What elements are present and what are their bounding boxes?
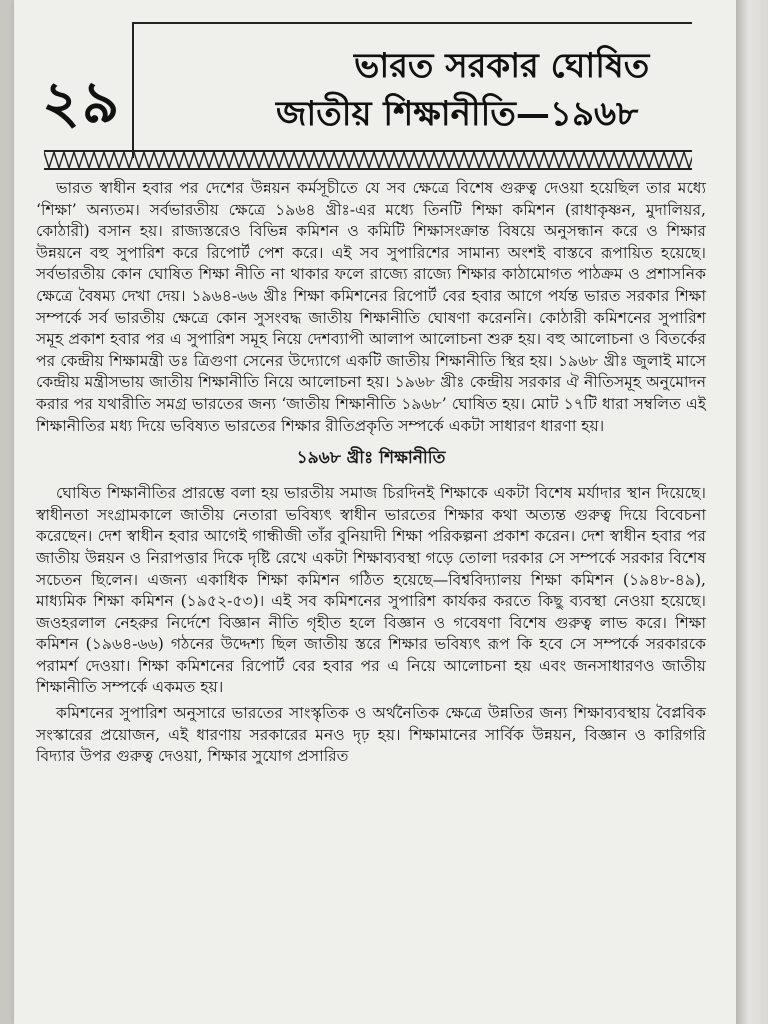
paragraph-commission-recommendations: কমিশনের সুপারিশ অনুসারে ভারতের সাংস্কৃতিক ও অর্থনৈতিক ক্ষেত্রে উন্নতির জন্য শিক্ষাব্যবস্থায় বৈপ্লবিক সংস্কারের প্রয়োজন, এই ধারণায় সরকারের মনও দৃঢ় হয়। শিক্ষামানের সার্বিক উন্নয়ন, বিজ্ঞান ও কারিগরি বিদ্যার উপর গুরুত্ব দেওয়া, শিক্ষার সুযোগ প্রসারিত bbox=[36, 704, 706, 766]
chapter-header bbox=[14, 0, 736, 185]
chapter-number: ২৯ bbox=[42, 68, 122, 136]
paragraph-policy-background: ঘোষিত শিক্ষানীতির প্রারম্ভে বলা হয় ভারতীয় সমাজ চিরদিনই শিক্ষাকে একটা বিশেষ মর্যাদার স্থান দিয়েছে। স্বাধীনতা সংগ্রামকালে জাতীয় নেতারা ভবিষ্যৎ স্বাধীন ভারতের শিক্ষার কথা অত্যন্ত গুরুত্ব দিয়ে বিবেচনা করেছেন। দেশ স্বাধীন হবার আগেই গান্ধীজী তাঁর বুনিয়াদী শিক্ষা পরিকল্পনা প্রকাশ করেন। দেশ স্বাধীন হবার পর জাতীয় উন্নয়ন ও নিরাপত্তার দিকে দৃষ্টি রেখে একটা শিক্ষাব্যবস্থা গড়ে তোলা দরকার সে সম্পর্কে সরকার বিশেষ সচেতন ছিলেন। এজন্য একাধিক শিক্ষা কমিশন গঠিত হয়েছে—বিশ্ববিদ্যালয় শিক্ষা কমিশন (১৯৪৮-৪৯), মাধ্যমিক শিক্ষা কমিশন (১৯৫২-৫৩)। এই সব কমিশনের সুপারিশ কার্যকর করতে কিছু ব্যবস্থা নেওয়া হয়েছে। জওহরলাল নেহরুর নির্দেশে বিজ্ঞান নীতি গৃহীত হলে বিজ্ঞান ও গবেষণা বিশেষ গুরুত্ব লাভ করে। শিক্ষা কমিশন (১৯৬৪-৬৬) গঠনের উদ্দেশ্য ছিল জাতীয় স্তরে শিক্ষার ভবিষ্যৎ রূপ কি হবে সে সম্পর্কে সরকারকে পরামর্শ দেওয়া। শিক্ষা কমিশনের রিপোর্ট বের হবার পর এ নিয়ে আলোচনা হয় এবং জনসাধারণও জাতীয় শিক্ষানীতি সম্পর্কে একমত হয়। bbox=[36, 484, 706, 697]
section-subheading: ১৯৬৮ খ্রীঃ শিক্ষানীতি bbox=[296, 448, 446, 469]
chapter-number-box bbox=[34, 24, 134, 158]
chapter-body bbox=[36, 178, 706, 768]
decorative-border-band bbox=[44, 150, 692, 170]
paragraph-intro: ভারত স্বাধীন হবার পর দেশের উন্নয়ন কর্মসূচীতে যে সব ক্ষেত্রে বিশেষ গুরুত্ব দেওয়া হয়েছিল তার মধ্যে ‘শিক্ষা’ অন্যতম। সর্বভারতীয় ক্ষেত্রে ১৯৬৪ খ্রীঃ-এর মধ্যে তিনটি শিক্ষা কমিশন (রাধাকৃষ্ণন, মুদালিয়র, কোঠারী) বসান হয়। রাজ্যস্তরেও বিভিন্ন কমিশন ও কমিটি শিক্ষাসংক্রান্ত বিষয়ে অনুসন্ধান করে ও শিক্ষার উন্নয়নে বহু সুপারিশ করে রিপোর্ট পেশ করে। এই সব সুপারিশের সামান্য অংশই বাস্তবে রূপায়িত হয়েছে। সর্বভারতীয় কোন ঘোষিত শিক্ষা নীতি না থাকার ফলে রাজ্যে রাজ্যে শিক্ষার কাঠামোগত পাঠক্রম ও প্রশাসনিক ক্ষেত্রে বৈষম্য দেখা দেয়। ১৯৬৪-৬৬ খ্রীঃ শিক্ষা কমিশনের রিপোর্ট বের হবার আগে পর্যন্ত ভারত সরকার শিক্ষা সম্পর্কে সর্ব ভারতীয় ক্ষেত্রে কোন সুসংবদ্ধ জাতীয় শিক্ষানীতি ঘোষণা করেননি। কোঠারী কমিশনের সুপারিশ সমূহ প্রকাশ হবার পর এ সুপারিশ সমূহ নিয়ে দেশব্যাপী আলাপ আলোচনা শুরু হয়। বহু আলোচনা ও বিতর্কের পর কেন্দ্রীয় শিক্ষামন্ত্রী ডঃ ত্রিগুণা সেনের উদ্যোগে একটি জাতীয় শিক্ষানীতি স্থির হয়। ১৯৬৮ খ্রীঃ জুলাই মাসে কেন্দ্রীয় মন্ত্রীসভায় জাতীয় শিক্ষানীতি নিয়ে আলোচনা হয়। ১৯৬৮ খ্রীঃ কেন্দ্রীয় সরকার ঐ নীতিসমূহ অনুমোদন করার পর যথারীতি সমগ্র ভারতের জন্য ‘জাতীয় শিক্ষানীতি ১৯৬৮’ ঘোষিত হয়। মোট ১৭টি ধারা সম্বলিত এই শিক্ষানীতির মধ্য দিয়ে ভবিষ্যত ভারতের শিক্ষার রীতিপ্রকৃতি সম্পর্কে একটা সাধারণ ধারণা হয়। bbox=[36, 179, 706, 435]
header-top-rule bbox=[132, 22, 692, 24]
book-page-edge bbox=[736, 0, 768, 1024]
chapter-title-line-2: জাতীয় শিক্ষানীতি—১৯৬৮ bbox=[276, 94, 639, 134]
book-page bbox=[14, 0, 736, 1024]
chapter-title-line-1: ভারত সরকার ঘোষিত bbox=[354, 46, 650, 86]
